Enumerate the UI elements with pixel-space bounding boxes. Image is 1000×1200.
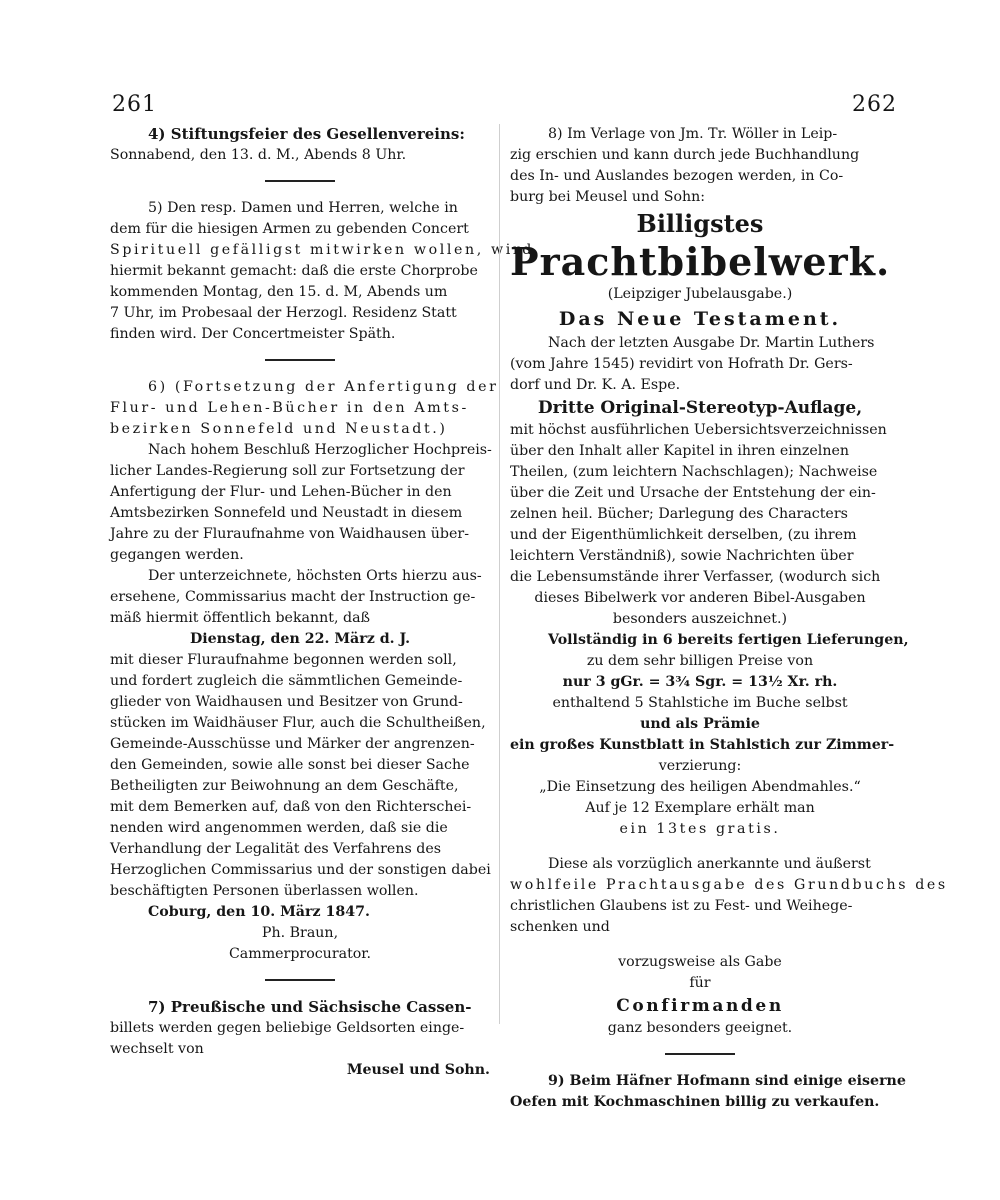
ad-description: über den Inhalt aller Kapitel in ihren einzelnen xyxy=(510,443,849,459)
notice-6-body: nenden wird angenommen werden, daß sie die xyxy=(110,820,448,836)
left-column xyxy=(110,124,534,1081)
notice-5-line: 7 Uhr, im Probesaal der Herzogl. Residenz Statt xyxy=(110,305,457,321)
ad-gratis: ein 13tes gratis. xyxy=(619,821,781,837)
notice-5-line: Spirituell gefälligst mitwirken wollen, wird xyxy=(110,242,534,258)
ad-description: Theilen, (zum leichtern Nachschlagen); Nachweise xyxy=(510,464,878,480)
notice-6-body: Nach hohem Beschluß Herzoglicher Hochpreis- xyxy=(148,442,492,458)
ad-praise: wohlfeile Prachtausgabe des Grundbuchs des xyxy=(510,877,948,893)
spacer xyxy=(510,938,890,952)
notice-6-date: Dienstag, den 22. März d. J. xyxy=(189,631,411,647)
ad-quote: „Die Einsetzung des heiligen Abendmahles.“ xyxy=(539,779,861,795)
ad-description: die Lebensumstände ihrer Verfasser, (wodurch sich xyxy=(510,569,881,585)
notice-9-line: 9) Beim Häfner Hofmann sind einige eiserne xyxy=(548,1073,906,1089)
ad-complete: Vollständig in 6 bereits fertigen Lieferungen, xyxy=(548,632,909,648)
notice-6-title: Flur- und Lehen-Bücher in den Amts- xyxy=(110,400,469,416)
ad-book-title: Das Neue Testament. xyxy=(558,308,842,330)
ad-premium: und als Prämie xyxy=(640,716,760,732)
notice-6-body: Amtsbezirken Sonnefeld und Neustadt in diesem xyxy=(110,505,463,521)
notice-6-title: 6) (Fortsetzung der Anfertigung der xyxy=(148,379,499,395)
ad-description: besonders auszeichnet.) xyxy=(612,611,788,627)
ad-edition: dorf und Dr. K. A. Espe. xyxy=(510,377,681,393)
notice-8-intro: burg bei Meusel und Sohn: xyxy=(510,189,706,205)
ad-praise: christlichen Glaubens ist zu Fest- und Weihege- xyxy=(510,898,853,914)
notice-7-body: billets werden gegen beliebige Geldsorten einge- xyxy=(110,1020,465,1036)
notice-6-body: stücken im Waidhäuser Flur, auch die Schultheißen, xyxy=(110,715,486,731)
ad-title-large: Prachtbibelwerk. xyxy=(510,239,891,284)
ad-praise: schenken und xyxy=(510,919,610,935)
ad-confirmands: Confirmanden xyxy=(616,996,784,1016)
notice-6-place-date: Coburg, den 10. März 1847. xyxy=(148,904,370,920)
notice-4-heading: 4) Stiftungsfeier des Gesellenvereins: xyxy=(148,125,465,143)
ad-description: zelnen heil. Bücher; Darlegung des Characters xyxy=(510,506,848,522)
notice-6-body: licher Landes-Regierung soll zur Fortsetzung der xyxy=(110,463,465,479)
ad-edition: (vom Jahre 1545) revidirt von Hofrath Dr. Gers- xyxy=(510,356,853,372)
notice-5-concert xyxy=(110,198,534,345)
notice-9-line: Oefen mit Kochmaschinen billig zu verkaufen. xyxy=(510,1094,880,1110)
notice-8-intro: des In- und Auslandes bezogen werden, in Co- xyxy=(510,168,844,184)
separator-rule xyxy=(665,1053,735,1055)
notice-4-date: Sonnabend, den 13. d. M., Abends 8 Uhr. xyxy=(110,147,407,163)
notice-6-body: mit dem Bemerken auf, daß von den Richterschei- xyxy=(110,799,472,815)
notice-5-line: dem für die hiesigen Armen zu gebenden Concert xyxy=(110,221,469,237)
notice-6-signature-name: Ph. Braun, xyxy=(261,925,339,941)
ad-gift: vorzugsweise als Gabe xyxy=(618,954,782,970)
notice-6-body: mit dieser Fluraufnahme begonnen werden soll, xyxy=(110,652,457,668)
spacer xyxy=(510,840,890,854)
notice-6-signature-title: Cammerprocurator. xyxy=(228,946,372,962)
ad-edition: Nach der letzten Ausgabe Dr. Martin Luthers xyxy=(548,335,875,351)
page-number-left: 261 xyxy=(112,92,157,117)
notice-6-flurbuecher xyxy=(110,377,499,965)
notice-6-body: den Gemeinden, sowie alle sonst bei dieser Sache xyxy=(110,757,470,773)
notice-7-heading: 7) Preußische und Sächsische Cassen- xyxy=(148,998,472,1016)
ad-price-intro: zu dem sehr billigen Preise von xyxy=(586,653,814,669)
notice-5-line: kommenden Montag, den 15. d. M, Abends um xyxy=(110,284,448,300)
ad-title-small: Billigstes xyxy=(636,209,764,238)
notice-6-body: und fordert zugleich die sämmtlichen Gemeinde- xyxy=(110,673,463,689)
notice-6-body: Anfertigung der Flur- und Lehen-Bücher in den xyxy=(110,484,452,500)
notice-7-firm: Meusel und Sohn. xyxy=(346,1062,490,1078)
notice-8-intro: 8) Im Verlage von Jm. Tr. Wöller in Leip- xyxy=(548,126,838,142)
notice-6-title: bezirken Sonnefeld und Neustadt.) xyxy=(110,421,448,437)
notice-8-bibelwerk xyxy=(510,124,948,1039)
ad-gift: für xyxy=(689,975,711,991)
notice-8-intro: zig erschien und kann durch jede Buchhandlung xyxy=(510,147,860,163)
ad-artsheet: verzierung: xyxy=(658,758,742,774)
ad-plates: enthaltend 5 Stahlstiche im Buche selbst xyxy=(552,695,848,711)
notice-9-oefen xyxy=(510,1071,906,1113)
notice-6-body: Gemeinde-Ausschüsse und Märker der angrenzen- xyxy=(110,736,475,752)
notice-6-body: Der unterzeichnete, höchsten Orts hierzu aus- xyxy=(148,568,482,584)
notice-6-body: ersehene, Commissarius macht der Instruction ge- xyxy=(110,589,476,605)
separator-rule xyxy=(265,359,335,361)
ad-edition-heading: Dritte Original-Stereotyp-Auflage, xyxy=(537,398,863,418)
notice-6-body: Betheiligten zur Beiwohnung an dem Geschäfte, xyxy=(110,778,459,794)
notice-6-body: Jahre zu der Fluraufnahme von Waidhausen über- xyxy=(110,526,469,542)
notice-6-body: Herzoglichen Commissarius und der sonstigen dabei xyxy=(110,862,491,878)
ad-description: über die Zeit und Ursache der Entstehung der ein- xyxy=(510,485,876,501)
ad-description: leichtern Verständniß), sowie Nachrichten über xyxy=(510,548,854,564)
page-number-right: 262 xyxy=(852,92,897,117)
separator-rule xyxy=(265,180,335,182)
notice-4-gesellenverein xyxy=(110,124,490,166)
ad-artsheet: ein großes Kunstblatt in Stahlstich zur Zimmer- xyxy=(510,737,895,753)
ad-description: und der Eigenthümlichkeit derselben, (zu ihrem xyxy=(510,527,857,543)
ad-offer: Auf je 12 Exemplare erhält man xyxy=(585,800,815,816)
notice-5-line: 5) Den resp. Damen und Herren, welche in xyxy=(148,200,458,216)
notice-5-line: hiermit bekannt gemacht: daß die erste Chorprobe xyxy=(110,263,478,279)
separator-rule xyxy=(265,979,335,981)
notice-6-body: glieder von Waidhausen und Besitzer von Grund- xyxy=(110,694,463,710)
notice-6-body: gegangen werden. xyxy=(110,547,244,563)
notice-7-cassenbillets xyxy=(110,997,490,1081)
ad-price: nur 3 gGr. = 3¾ Sgr. = 13½ Xr. rh. xyxy=(562,674,838,690)
notice-7-body: wechselt von xyxy=(110,1041,204,1057)
ad-description: dieses Bibelwerk vor anderen Bibel-Ausgaben xyxy=(534,590,866,606)
ad-praise: Diese als vorzüglich anerkannte und äußerst xyxy=(548,856,871,872)
right-column xyxy=(510,124,948,1113)
notice-6-body: mäß hiermit öffentlich bekannt, daß xyxy=(110,610,371,626)
ad-description: mit höchst ausführlichen Uebersichtsverzeichnissen xyxy=(510,422,887,438)
ad-subtitle: (Leipziger Jubelausgabe.) xyxy=(607,286,793,302)
notice-6-body: beschäftigten Personen überlassen wollen. xyxy=(110,883,419,899)
ad-suited: ganz besonders geeignet. xyxy=(607,1020,793,1036)
notice-6-body: Verhandlung der Legalität des Verfahrens des xyxy=(110,841,442,857)
notice-5-line: finden wird. Der Concertmeister Späth. xyxy=(110,326,396,342)
